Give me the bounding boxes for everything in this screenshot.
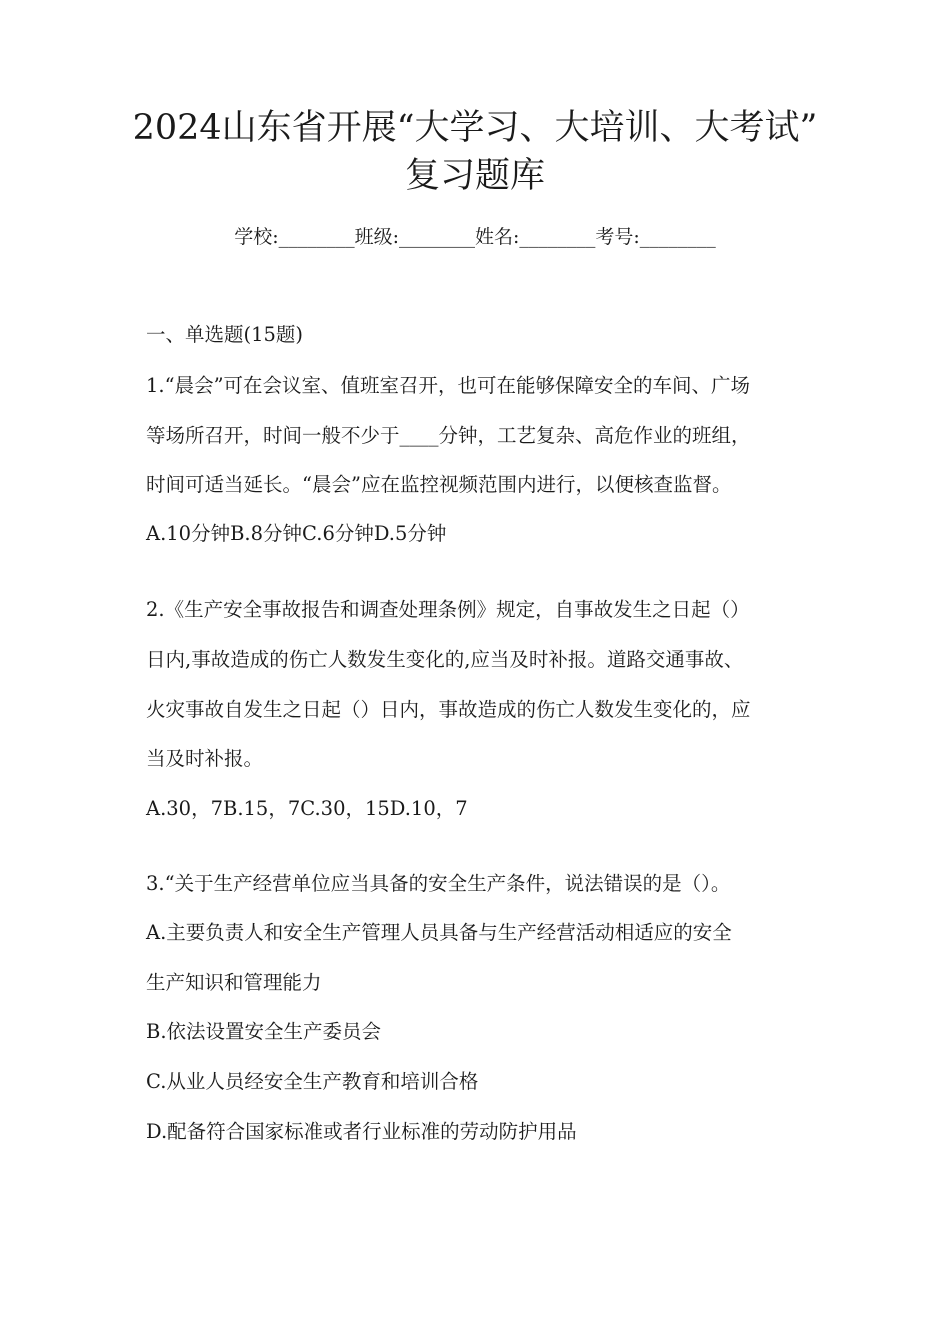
- question-3-option-c: C.从业人员经安全生产教育和培训合格: [146, 1070, 479, 1093]
- student-info-line: 学校:________班级:________姓名:________考号:________: [234, 226, 716, 248]
- question-2-options: A.30，7B.15，7C.30，15D.10，7: [146, 797, 468, 820]
- question-3-option-a-line-1: A.主要负责人和安全生产管理人员具备与生产经营活动相适应的安全: [146, 921, 732, 944]
- question-1-line-3: 时间可适当延长。“晨会”应在监控视频范围内进行，以便核查监督。: [146, 473, 732, 496]
- question-3-option-a-line-2: 生产知识和管理能力: [146, 971, 322, 994]
- section-heading: 一、单选题(15题): [146, 323, 304, 346]
- question-3-option-d: D.配备符合国家标准或者行业标准的劳动防护用品: [146, 1120, 577, 1143]
- question-1-options: A.10分钟B.8分钟C.6分钟D.5分钟: [146, 522, 447, 545]
- document-title-line-2: 复习题库: [404, 156, 545, 196]
- question-3-line-1: 3.“关于生产经营单位应当具备的安全生产条件，说法错误的是（）。: [146, 872, 731, 895]
- document-title-line-1: 2024山东省开展“大学习、大培训、大考试”: [132, 108, 818, 148]
- question-1-line-2: 等场所召开，时间一般不少于____分钟，工艺复杂、高危作业的班组，: [146, 424, 751, 447]
- question-2-line-1: 2.《生产安全事故报告和调查处理条例》规定，自事故发生之日起（）: [146, 598, 750, 621]
- question-1-line-1: 1.“晨会”可在会议室、值班室召开，也可在能够保障安全的车间、广场: [146, 374, 751, 397]
- question-2-line-4: 当及时补报。: [146, 747, 264, 770]
- question-2-line-3: 火灾事故自发生之日起（）日内，事故造成的伤亡人数发生变化的，应: [146, 698, 751, 721]
- question-3-option-b: B.依法设置安全生产委员会: [146, 1020, 382, 1043]
- question-2-line-2: 日内,事故造成的伤亡人数发生变化的,应当及时补报。道路交通事故、: [146, 648, 744, 671]
